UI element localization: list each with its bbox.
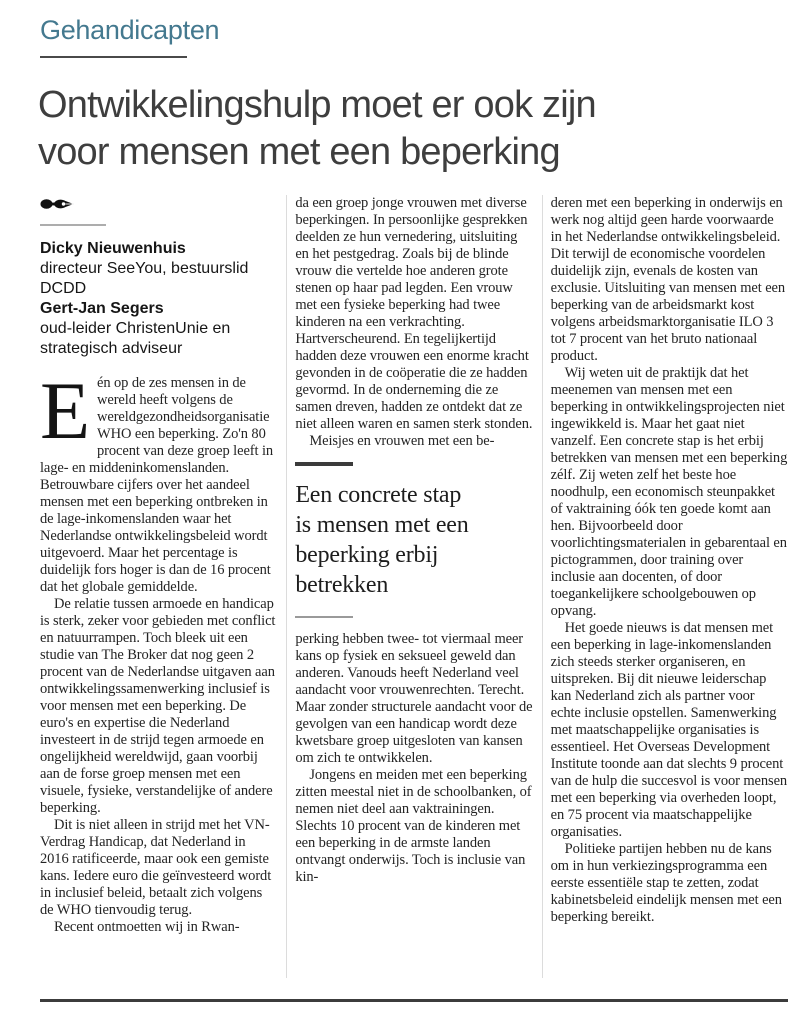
- drop-cap: E: [40, 365, 90, 456]
- body-paragraph: [40, 365, 277, 596]
- body-paragraph: Wij weten uit de praktijk dat het meenemen van mensen met een beperking in ontwikkelingsprojecten niet ingewikkeld is. Maar het gaat niet vanzelf. Een concrete stap is het erbij betrekken van mensen met een beperking zélf. Zij weten zelf het beste hoe noodhulp, een economisch steunpakket of vaktraining óók ten goede komt aan hen. Bijvoorbeeld door voorlichtingsmaterialen in gebarentaal en pictogrammen, door training over inclusie aan docenten, of door toegankelijkere schoolgebouwen op opvang.: [550, 365, 788, 619]
- body-paragraph: Meisjes en vrouwen met een be-: [309, 433, 495, 449]
- body-paragraph: deren met een beperking in onderwijs en werk nog altijd geen harde voorwaarde in het Nederlandse ontwikkelingsbeleid. Dit terwijl de economische voordelen duidelijk zijn, evenals de kosten van exclusie. Uitsluiting van mensen met een beperking van de arbeidsmarkt kost volgens arbeidsmarktorganisatie ILO 3 tot 7 procent van het bruto nationaal product.: [550, 195, 786, 364]
- page-bottom-rule: [40, 999, 788, 1002]
- pull-quote-top-rule: [295, 462, 353, 466]
- pull-quote-text: Een concrete stap is mensen met een beperking erbij betrekken: [295, 482, 469, 598]
- article-body: [40, 195, 788, 978]
- body-paragraph: da een groep jonge vrouwen met diverse beperkingen. In persoonlijke gesprekken deelden ze hun vernedering, uitsluiting en het pestgedrag. Zoals bij de blinde vrouw die vertelde hoe anderen grote stenen op haar pad legden. Een vrouw met een fysieke beperking had twee kinderen na een verkrachting. Hartverscheurend. En tegelijkertijd hadden deze vrouwen een enorme kracht gevonden in de coöperatie die ze hadden gevormd. In de onderneming die ze samen dreven, hadden ze ontdekt dat ze niet alleen waren en samen sterk stonden.: [295, 195, 533, 432]
- headline-line-2: voor mensen met een beperking: [38, 131, 560, 173]
- article-headline: [38, 82, 758, 176]
- body-paragraph: Dit is niet alleen in strijd met het VN-Verdrag Handicap, dat Nederland in 2016 ratificeerde, maar ook een gemiste kans. Iedere euro die geïnvesteerd wordt in inclusief beleid, betaalt zich volgens de WHO tienvoudig terug.: [40, 817, 272, 918]
- column-1: [40, 195, 277, 978]
- author-role: directeur SeeYou, bestuurslid DCDD: [40, 260, 249, 297]
- author-role: oud-leider ChristenUnie en strategisch adviseur: [40, 320, 231, 357]
- headline-line-1: Ontwikkelingshulp moet er ook zijn: [38, 84, 596, 126]
- body-paragraph: Jongens en meiden met een beperking zitten meestal niet in de schoolbanken, of nemen niet deel aan vaktrainingen. Slechts 10 procent van de kinderen met een beperking in de armste landen ontvangt onderwijs. Toch is inclusie van kin-: [295, 767, 532, 885]
- pull-quote-block: [295, 462, 532, 618]
- body-paragraph: perking hebben twee- tot viermaal meer kans op fysiek en seksueel geweld dan anderen. Vanouds heeft Nederland veel aandacht voor vrouwenrechten. Terecht. Maar zonder structurele aandacht voor de gevolgen van een handicap wordt deze kwetsbare groep uitgesloten van kansen om zich te ontwikkelen.: [295, 631, 533, 766]
- paragraph-text: én op de zes mensen in de wereld heeft volgens de wereldgezondheidsorganisatie WHO een beperking. Zo'n 80 procent van deze groep leeft in lage- en middeninkomenslanden. Betrouwbare cijfers over het aandeel mensen met een beperking ontbreken in de lage-inkomenslanden waar het Nederlandse ontwikkelingsbeleid wordt uitgevoerd. Maar het percentage is duidelijk fors hoger is dan de 16 procent dat het globale gemiddelde.: [40, 375, 274, 595]
- byline-rule: [40, 224, 106, 226]
- body-paragraph: Recent ontmoetten wij in Rwan-: [54, 919, 240, 935]
- column-3: [542, 195, 788, 978]
- pen-nib-icon: [40, 196, 277, 217]
- byline: [40, 239, 277, 359]
- section-label: Gehandicapten: [40, 15, 220, 45]
- author-name: Gert-Jan Segers: [40, 300, 164, 317]
- body-paragraph: De relatie tussen armoede en handicap is sterk, zeker voor gebieden met conflict en natuurrampen. Toch bleek uit een studie van The Broker dat nog geen 2 procent van de Nederlandse uitgaven aan ontwikkelingssamenwerking inclusief is voor mensen met een beperking. De euro's en expertise die Nederland investeert in de strijd tegen armoede en ongelijkheid wereldwijd, gaan voorbij aan de forse groep mensen met een visuele, fysieke, verstandelijke of andere beperking.: [40, 596, 276, 816]
- pull-quote-bottom-rule: [295, 616, 353, 618]
- body-paragraph: Politieke partijen hebben nu de kans om in hun verkiezingsprogramma een eerste essentiële stap te zetten, zodat kabinetsbeleid eindelijk mensen met een beperking bereikt.: [550, 841, 782, 925]
- author-name: Dicky Nieuwenhuis: [40, 240, 186, 257]
- column-2: [286, 195, 532, 978]
- body-paragraph: Het goede nieuws is dat mensen met een beperking in lage-inkomenslanden zich steeds sterker organiseren, en uitspreken. Bij dit nieuwe leiderschap kan Nederland zich als partner voor echte inclusie opstellen. Samenwerking met maatschappelijke organisaties is essentieel. Het Overseas Development Institute toonde aan dat slechts 9 procent van de hulp die succesvol is voor mensen met een beperking via overheden loopt, en 75 procent via maatschappelijke organisaties.: [550, 620, 788, 840]
- section-rule: [40, 56, 187, 58]
